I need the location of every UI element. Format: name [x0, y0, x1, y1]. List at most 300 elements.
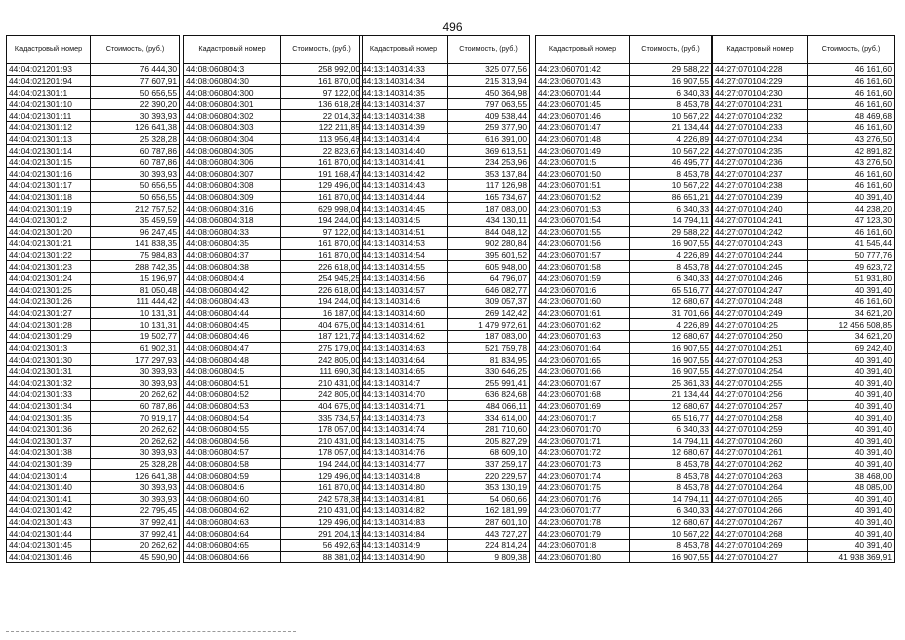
cadastral-number-cell: 44:04:021301:20	[7, 226, 91, 238]
cost-cell: 288 742,35	[91, 261, 180, 273]
cost-cell: 281 710,60	[448, 423, 530, 435]
cost-cell: 60 787,86	[91, 156, 180, 168]
cadastral-number-cell: 44:08:060804:64	[184, 528, 281, 540]
header-cost: Стоимость, (руб.)	[808, 36, 895, 64]
table-row	[7, 191, 180, 203]
cadastral-number-cell: 44:27:070104:258	[713, 412, 808, 424]
cadastral-number-cell: 44:23:060701:6	[536, 284, 630, 296]
table-row	[536, 400, 712, 412]
cadastral-number-cell: 44:27:070104:237	[713, 168, 808, 180]
cadastral-number-cell: 44:23:060701:48	[536, 133, 630, 145]
table-row	[7, 122, 180, 134]
cut-off-line	[6, 631, 296, 633]
cadastral-number-cell: 44:23:060701:67	[536, 377, 630, 389]
header-cadastral-number: Кадастровый номер	[184, 36, 281, 64]
table-row	[713, 307, 895, 319]
cost-cell: 10 567,22	[630, 528, 712, 540]
cost-cell: 46 161,60	[808, 296, 895, 308]
cadastral-number-cell: 44:08:060804:303	[184, 122, 281, 134]
table-row	[7, 272, 180, 284]
table-row	[360, 284, 530, 296]
cadastral-number-cell: 44:13:140314:5	[360, 214, 448, 226]
cadastral-number-cell: 44:08:060804:48	[184, 354, 281, 366]
cadastral-number-cell: 44:13:140314:74	[360, 423, 448, 435]
cadastral-number-cell: 44:04:021301:16	[7, 168, 91, 180]
cadastral-number-cell: 44:04:021301:1	[7, 87, 91, 99]
cost-cell: 210 431,00	[281, 377, 363, 389]
cost-cell: 70 919,17	[91, 412, 180, 424]
cost-cell: 334 614,00	[448, 412, 530, 424]
cost-cell: 161 870,00	[281, 156, 363, 168]
table-row	[184, 296, 363, 308]
table-row	[536, 493, 712, 505]
table-row	[536, 203, 712, 215]
cost-cell: 122 211,85	[281, 122, 363, 134]
table-row	[360, 122, 530, 134]
table-row	[184, 493, 363, 505]
cost-cell: 35 459,59	[91, 214, 180, 226]
cadastral-number-cell: 44:27:070104:264	[713, 481, 808, 493]
cost-cell: 8 453,78	[630, 98, 712, 110]
cost-cell: 797 063,55	[448, 98, 530, 110]
cost-cell: 215 313,94	[448, 75, 530, 87]
cadastral-number-cell: 44:13:140314:56	[360, 272, 448, 284]
cost-cell: 161 870,00	[281, 249, 363, 261]
table-row	[713, 122, 895, 134]
table-row	[7, 87, 180, 99]
cadastral-number-cell: 44:23:060701:73	[536, 458, 630, 470]
cadastral-number-cell: 44:23:060701:42	[536, 64, 630, 76]
cadastral-number-cell: 44:04:021301:26	[7, 296, 91, 308]
cadastral-number-cell: 44:23:060701:53	[536, 203, 630, 215]
cadastral-number-cell: 44:13:140314:73	[360, 412, 448, 424]
cadastral-number-cell: 44:04:021301:14	[7, 145, 91, 157]
table-row	[713, 389, 895, 401]
table-row	[360, 98, 530, 110]
cost-cell: 605 948,00	[448, 261, 530, 273]
table-row	[536, 458, 712, 470]
cost-cell: 44 238,20	[808, 203, 895, 215]
cadastral-number-cell: 44:23:060701:49	[536, 145, 630, 157]
cost-cell: 129 496,00	[281, 516, 363, 528]
cost-cell: 129 496,00	[281, 180, 363, 192]
table-row	[536, 528, 712, 540]
cost-cell: 14 794,11	[630, 435, 712, 447]
cost-cell: 81 050,48	[91, 284, 180, 296]
cadastral-number-cell: 44:08:060804:51	[184, 377, 281, 389]
cadastral-number-cell: 44:27:070104:265	[713, 493, 808, 505]
table-row	[536, 447, 712, 459]
cadastral-number-cell: 44:04:021301:37	[7, 435, 91, 447]
table-row	[536, 354, 712, 366]
cadastral-number-cell: 44:08:060804:52	[184, 389, 281, 401]
header-cost: Стоимость, (руб.)	[448, 36, 530, 64]
cadastral-number-cell: 44:04:021301:10	[7, 98, 91, 110]
table-row	[536, 516, 712, 528]
table-row	[360, 75, 530, 87]
table-row	[184, 64, 363, 76]
cost-cell: 210 431,00	[281, 505, 363, 517]
cost-cell: 409 538,44	[448, 110, 530, 122]
cadastral-number-cell: 44:27:070104:242	[713, 226, 808, 238]
cost-cell: 259 377,90	[448, 122, 530, 134]
table-row	[360, 435, 530, 447]
cadastral-number-cell: 44:08:060804:54	[184, 412, 281, 424]
table-row	[713, 516, 895, 528]
cadastral-number-cell: 44:04:021301:40	[7, 481, 91, 493]
cost-cell: 56 492,63	[281, 539, 363, 551]
cadastral-number-cell: 44:08:060804:30	[184, 75, 281, 87]
cost-cell: 8 453,78	[630, 458, 712, 470]
cadastral-number-cell: 44:23:060701:45	[536, 98, 630, 110]
cost-cell: 20 262,62	[91, 539, 180, 551]
cost-cell: 22 014,32	[281, 110, 363, 122]
table-row	[7, 307, 180, 319]
cost-cell: 40 391,40	[808, 505, 895, 517]
cadastral-number-cell: 44:27:070104:235	[713, 145, 808, 157]
table-row	[7, 447, 180, 459]
cadastral-number-cell: 44:04:021301:21	[7, 238, 91, 250]
cadastral-number-cell: 44:04:021301:23	[7, 261, 91, 273]
table-row	[713, 481, 895, 493]
table-row	[536, 307, 712, 319]
table-row	[713, 493, 895, 505]
table-row	[713, 539, 895, 551]
cost-cell: 65 516,77	[630, 412, 712, 424]
cadastral-number-cell: 44:08:060804:309	[184, 191, 281, 203]
cost-cell: 187 121,72	[281, 331, 363, 343]
table-row	[713, 249, 895, 261]
cost-cell: 12 680,67	[630, 447, 712, 459]
cadastral-number-cell: 44:23:060701:8	[536, 539, 630, 551]
cadastral-number-cell: 44:13:140314:45	[360, 203, 448, 215]
cadastral-number-cell: 44:04:021301:38	[7, 447, 91, 459]
table-row	[713, 331, 895, 343]
cadastral-number-cell: 44:23:060701:58	[536, 261, 630, 273]
table-row	[360, 412, 530, 424]
cadastral-number-cell: 44:13:140314:7	[360, 377, 448, 389]
cadastral-number-cell: 44:13:140314:84	[360, 528, 448, 540]
cost-cell: 45 590,90	[91, 551, 180, 563]
table-row	[184, 389, 363, 401]
cost-cell: 40 391,40	[808, 389, 895, 401]
table-row	[360, 156, 530, 168]
cost-cell: 50 656,55	[91, 180, 180, 192]
cadastral-number-cell: 44:23:060701:74	[536, 470, 630, 482]
table-row	[7, 145, 180, 157]
cost-cell: 404 675,00	[281, 319, 363, 331]
cadastral-number-cell: 44:04:021301:36	[7, 423, 91, 435]
table-row	[360, 342, 530, 354]
table-row	[7, 377, 180, 389]
cadastral-number-cell: 44:23:060701:46	[536, 110, 630, 122]
cost-cell: 40 391,40	[808, 400, 895, 412]
cost-cell: 224 814,24	[448, 539, 530, 551]
cadastral-number-cell: 44:08:060804:35	[184, 238, 281, 250]
cadastral-number-cell: 44:04:021301:15	[7, 156, 91, 168]
cost-cell: 30 393,93	[91, 110, 180, 122]
table-row	[7, 98, 180, 110]
cost-cell: 64 796,07	[448, 272, 530, 284]
table-row	[360, 168, 530, 180]
cost-cell: 19 502,77	[91, 331, 180, 343]
cost-cell: 844 048,12	[448, 226, 530, 238]
table-row	[713, 354, 895, 366]
table-row	[713, 226, 895, 238]
table-row	[184, 516, 363, 528]
cost-cell: 6 340,33	[630, 203, 712, 215]
table-row	[360, 87, 530, 99]
table-row	[7, 342, 180, 354]
cadastral-number-cell: 44:08:060804:4	[184, 272, 281, 284]
cadastral-number-cell: 44:04:021201:93	[7, 64, 91, 76]
table-row	[184, 214, 363, 226]
table-row	[184, 412, 363, 424]
cost-cell: 395 601,52	[448, 249, 530, 261]
table-row	[713, 168, 895, 180]
cost-cell: 48 469,68	[808, 110, 895, 122]
cadastral-number-cell: 44:27:070104:243	[713, 238, 808, 250]
cost-cell: 234 253,96	[448, 156, 530, 168]
table-row	[7, 203, 180, 215]
table-row	[360, 307, 530, 319]
cost-cell: 126 641,38	[91, 122, 180, 134]
table-row	[713, 203, 895, 215]
cadastral-number-cell: 44:23:060701:7	[536, 412, 630, 424]
cadastral-number-cell: 44:13:140314:75	[360, 435, 448, 447]
cost-cell: 162 181,99	[448, 505, 530, 517]
cadastral-number-cell: 44:23:060701:79	[536, 528, 630, 540]
cadastral-number-cell: 44:23:060701:43	[536, 75, 630, 87]
cost-cell: 69 242,40	[808, 342, 895, 354]
cadastral-number-cell: 44:08:060804:318	[184, 214, 281, 226]
header-cost: Стоимость, (руб.)	[630, 36, 712, 64]
cost-cell: 335 734,57	[281, 412, 363, 424]
cadastral-number-cell: 44:13:140314:80	[360, 481, 448, 493]
table-row	[7, 133, 180, 145]
cost-cell: 212 757,52	[91, 203, 180, 215]
cost-cell: 4 226,89	[630, 319, 712, 331]
header-cost: Стоимость, (руб.)	[281, 36, 363, 64]
cadastral-table-5	[712, 35, 895, 563]
table-row	[7, 238, 180, 250]
cost-cell: 97 122,00	[281, 226, 363, 238]
cadastral-number-cell: 44:27:070104:249	[713, 307, 808, 319]
table-row	[536, 98, 712, 110]
table-row	[360, 365, 530, 377]
cadastral-number-cell: 44:13:140314:44	[360, 191, 448, 203]
cadastral-number-cell: 44:04:021301:22	[7, 249, 91, 261]
table-row	[7, 354, 180, 366]
cadastral-number-cell: 44:04:021301:34	[7, 400, 91, 412]
cadastral-number-cell: 44:13:140314:64	[360, 354, 448, 366]
table-row	[713, 75, 895, 87]
cost-cell: 46 161,60	[808, 180, 895, 192]
table-row	[360, 319, 530, 331]
cadastral-number-cell: 44:27:070104:251	[713, 342, 808, 354]
cadastral-number-cell: 44:08:060804:3	[184, 64, 281, 76]
cadastral-number-cell: 44:23:060701:78	[536, 516, 630, 528]
cadastral-number-cell: 44:13:140314:42	[360, 168, 448, 180]
table-row	[536, 470, 712, 482]
cadastral-number-cell: 44:04:021301:2	[7, 214, 91, 226]
table-row	[360, 133, 530, 145]
cost-cell: 86 651,21	[630, 191, 712, 203]
table-row	[536, 122, 712, 134]
cadastral-number-cell: 44:27:070104:250	[713, 331, 808, 343]
cadastral-number-cell: 44:13:140314:37	[360, 98, 448, 110]
cost-cell: 8 453,78	[630, 470, 712, 482]
cadastral-number-cell: 44:13:140314:40	[360, 145, 448, 157]
table-row	[536, 64, 712, 76]
cost-cell: 226 618,00	[281, 261, 363, 273]
cost-cell: 41 545,44	[808, 238, 895, 250]
cost-cell: 111 690,30	[281, 365, 363, 377]
table-row	[713, 551, 895, 563]
cost-cell: 205 827,29	[448, 435, 530, 447]
cadastral-number-cell: 44:04:021301:35	[7, 412, 91, 424]
cadastral-number-cell: 44:08:060804:56	[184, 435, 281, 447]
cost-cell: 14 794,11	[630, 493, 712, 505]
table-row	[713, 377, 895, 389]
cadastral-number-cell: 44:13:140314:65	[360, 365, 448, 377]
cadastral-number-cell: 44:04:021301:4	[7, 470, 91, 482]
cadastral-number-cell: 44:08:060804:308	[184, 180, 281, 192]
cost-cell: 40 391,40	[808, 365, 895, 377]
table-row	[360, 458, 530, 470]
table-row	[536, 191, 712, 203]
cadastral-number-cell: 44:23:060701:5	[536, 156, 630, 168]
cadastral-number-cell: 44:23:060701:76	[536, 493, 630, 505]
table-row	[184, 191, 363, 203]
table-row	[360, 214, 530, 226]
table-row	[713, 423, 895, 435]
cadastral-number-cell: 44:08:060804:63	[184, 516, 281, 528]
cost-cell: 220 229,57	[448, 470, 530, 482]
table-row	[713, 133, 895, 145]
cadastral-number-cell: 44:27:070104:261	[713, 447, 808, 459]
cadastral-number-cell: 44:08:060804:44	[184, 307, 281, 319]
table-row	[713, 296, 895, 308]
cadastral-number-cell: 44:27:070104:239	[713, 191, 808, 203]
table-row	[360, 551, 530, 563]
cadastral-number-cell: 44:23:060701:80	[536, 551, 630, 563]
table-row	[536, 539, 712, 551]
cost-cell: 178 057,00	[281, 423, 363, 435]
table-row	[360, 145, 530, 157]
cadastral-number-cell: 44:27:070104:246	[713, 272, 808, 284]
cost-cell: 16 907,55	[630, 365, 712, 377]
cadastral-number-cell: 44:13:140314:55	[360, 261, 448, 273]
cost-cell: 1 479 972,61	[448, 319, 530, 331]
cadastral-number-cell: 44:13:140314:54	[360, 249, 448, 261]
table-row	[536, 423, 712, 435]
cadastral-number-cell: 44:08:060804:65	[184, 539, 281, 551]
cost-cell: 30 393,93	[91, 481, 180, 493]
cadastral-number-cell: 44:27:070104:262	[713, 458, 808, 470]
cadastral-number-cell: 44:23:060701:57	[536, 249, 630, 261]
table-row	[713, 470, 895, 482]
cost-cell: 8 453,78	[630, 539, 712, 551]
cadastral-number-cell: 44:23:060701:51	[536, 180, 630, 192]
cost-cell: 20 262,62	[91, 423, 180, 435]
table-row	[184, 284, 363, 296]
cadastral-number-cell: 44:08:060804:5	[184, 365, 281, 377]
table-row	[360, 516, 530, 528]
cadastral-number-cell: 44:23:060701:47	[536, 122, 630, 134]
table-row	[536, 226, 712, 238]
cadastral-number-cell: 44:27:070104:244	[713, 249, 808, 261]
table-row	[7, 64, 180, 76]
cadastral-number-cell: 44:27:070104:236	[713, 156, 808, 168]
cadastral-number-cell: 44:08:060804:58	[184, 458, 281, 470]
table-row	[536, 342, 712, 354]
cost-cell: 46 161,60	[808, 87, 895, 99]
table-row	[536, 412, 712, 424]
table-row	[184, 156, 363, 168]
table-row	[7, 180, 180, 192]
cost-cell: 275 179,00	[281, 342, 363, 354]
cadastral-number-cell: 44:04:021301:18	[7, 191, 91, 203]
header-cadastral-number: Кадастровый номер	[713, 36, 808, 64]
cost-cell: 404 675,00	[281, 400, 363, 412]
cost-cell: 12 456 508,85	[808, 319, 895, 331]
table-row	[7, 110, 180, 122]
table-row	[713, 319, 895, 331]
cost-cell: 6 340,33	[630, 505, 712, 517]
table-row	[713, 342, 895, 354]
cost-cell: 616 391,00	[448, 133, 530, 145]
cost-cell: 194 244,00	[281, 458, 363, 470]
table-row	[536, 296, 712, 308]
table-row	[536, 168, 712, 180]
cadastral-number-cell: 44:04:021301:3	[7, 342, 91, 354]
cost-cell: 117 126,98	[448, 180, 530, 192]
cost-cell: 330 646,25	[448, 365, 530, 377]
cost-cell: 337 259,17	[448, 458, 530, 470]
table-row	[360, 528, 530, 540]
table-row	[7, 284, 180, 296]
cost-cell: 21 134,44	[630, 122, 712, 134]
cost-cell: 22 795,45	[91, 505, 180, 517]
table-row	[360, 64, 530, 76]
cost-cell: 97 122,00	[281, 87, 363, 99]
table-header-row	[360, 36, 530, 64]
cost-cell: 226 618,00	[281, 284, 363, 296]
table-row	[536, 389, 712, 401]
cadastral-number-cell: 44:13:140314:70	[360, 389, 448, 401]
table-row	[184, 226, 363, 238]
cadastral-number-cell: 44:23:060701:61	[536, 307, 630, 319]
table-row	[713, 528, 895, 540]
cadastral-number-cell: 44:27:070104:245	[713, 261, 808, 273]
table-row	[7, 331, 180, 343]
table-row	[713, 365, 895, 377]
cost-cell: 325 077,56	[448, 64, 530, 76]
cadastral-number-cell: 44:08:060804:304	[184, 133, 281, 145]
table-row	[7, 75, 180, 87]
cadastral-number-cell: 44:27:070104:266	[713, 505, 808, 517]
cost-cell: 30 393,93	[91, 493, 180, 505]
table-row	[7, 528, 180, 540]
cost-cell: 16 907,55	[630, 342, 712, 354]
cadastral-number-cell: 44:27:070104:253	[713, 354, 808, 366]
cadastral-number-cell: 44:04:021301:32	[7, 377, 91, 389]
table-row	[536, 272, 712, 284]
table-row	[184, 145, 363, 157]
cadastral-number-cell: 44:27:070104:257	[713, 400, 808, 412]
cost-cell: 4 226,89	[630, 249, 712, 261]
